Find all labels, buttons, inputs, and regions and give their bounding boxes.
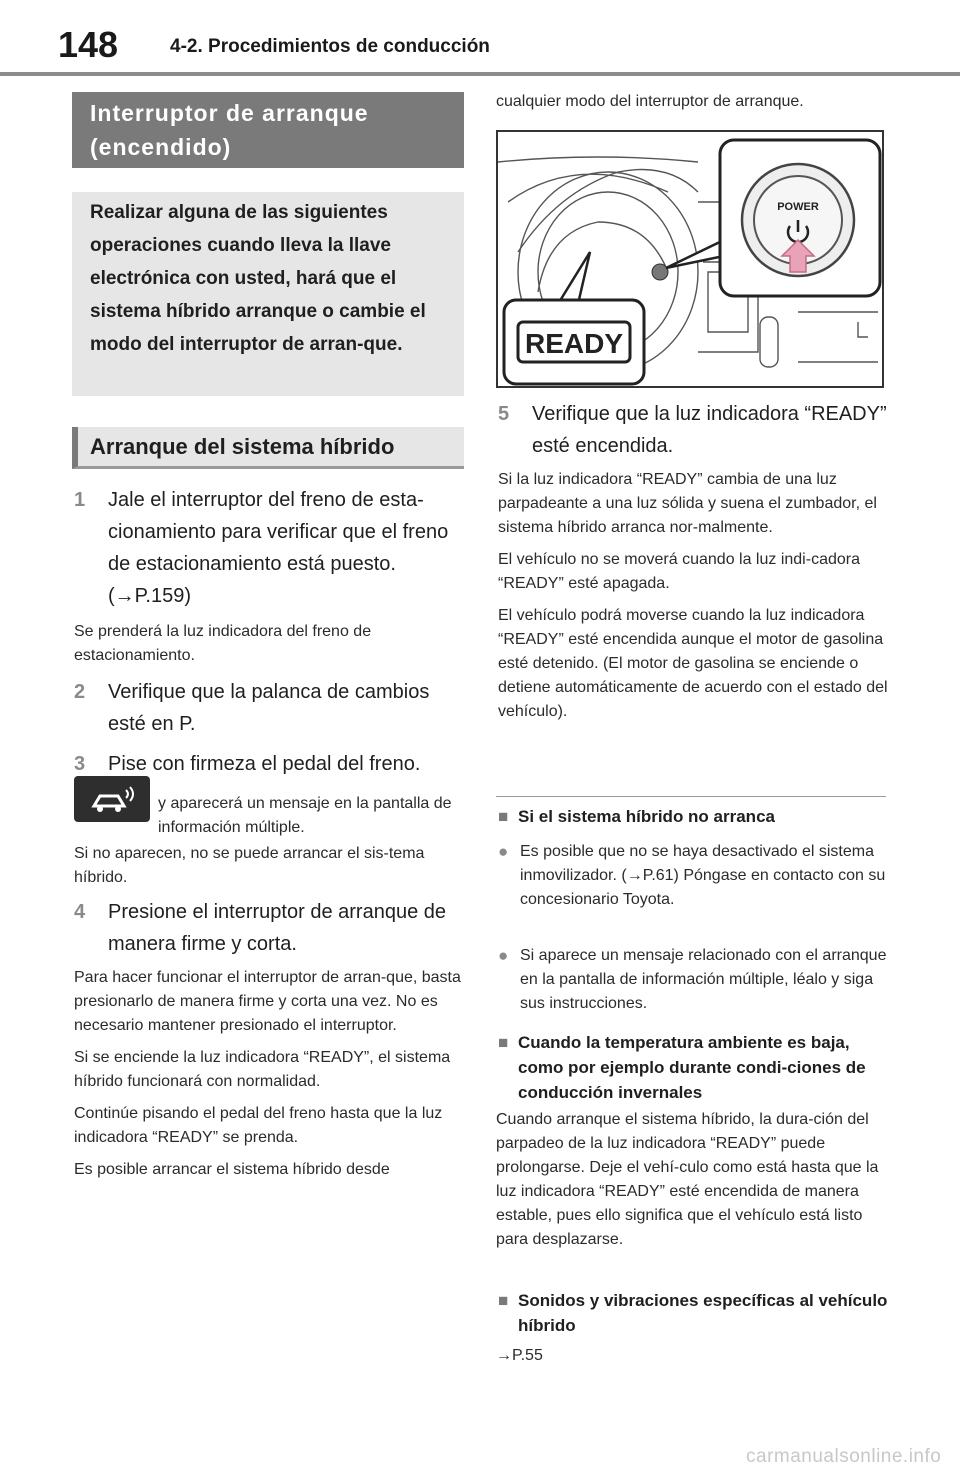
step-3-note: y aparecerá un mensaje en la pantalla de información múltiple. (158, 795, 452, 836)
cold-heading: ■ Cuando la temperatura ambiente es baja, como por ejemplo durante condi-ciones de conducción invernales (498, 1030, 888, 1105)
cold-text: Cuando arranque el sistema híbrido, la dura-ción del parpadeo de la luz indicadora “READY” puede prolongarse. Deje el vehí-culo como está hasta que la luz indicadora “READY” esté encendida de manera estable, pues ello significa que el vehículo está listo para desplazarse. (496, 1111, 879, 1248)
left-paragraphs (74, 966, 466, 1190)
hybrid-system-indicator-icon (74, 776, 150, 822)
power-button-label: POWER (777, 201, 819, 213)
paragraph: El vehículo no se moverá cuando la luz indi-cadora “READY” esté apagada. (498, 551, 860, 592)
step-2 (74, 676, 466, 740)
step-number: 1 (74, 489, 86, 511)
paragraph: Es posible arrancar el sistema híbrido desde (74, 1161, 390, 1178)
step-5 (498, 398, 888, 462)
paragraph: Si se enciende la luz indicadora “READY”, el sistema híbrido funcionará con normalidad. (74, 1049, 451, 1090)
section-divider (496, 796, 886, 797)
no-start-heading: ■ Si el sistema híbrido no arranca (498, 804, 888, 829)
paragraph: Si la luz indicadora “READY” cambia de una luz parpadeante a una luz sólida y suena el zumbador, el sistema híbrido arranca nor-malmente. (498, 471, 877, 536)
step-4 (74, 896, 466, 960)
circle-bullet-icon: ● (498, 842, 509, 861)
step-number: 3 (74, 753, 86, 775)
section-title: 4-2. Procedimientos de conducción (170, 36, 490, 57)
step-number: 2 (74, 681, 86, 703)
step-3-note-2: Si no aparecen, no se puede arrancar el sis-tema híbrido. (74, 845, 425, 886)
square-bullet-icon: ■ (498, 807, 509, 826)
main-heading: Interruptor de arranque (encendido) (72, 92, 464, 168)
step-text: Jale el interruptor del freno de esta-cionamiento para verificar que el freno de estacionamiento está puesto. (→P.159) (108, 489, 449, 607)
step-text: Verifique que la palanca de cambios esté en P. (108, 681, 430, 735)
header-rule (0, 72, 960, 76)
step-text: Pise con firmeza el pedal del freno. (108, 753, 421, 775)
step-number: 5 (498, 403, 510, 425)
step-text: Verifique que la luz indicadora “READY” esté encendida. (532, 403, 887, 457)
paragraph: El vehículo podrá moverse cuando la luz indicadora “READY” esté encendida aunque el motor de gasolina esté detenido. (El motor de gasolina se enciende o detiene automáticamente de acuerdo con el estado del vehículo). (498, 607, 888, 720)
sounds-heading: ■ Sonidos y vibraciones específicas al vehículo híbrido (498, 1288, 888, 1338)
step-number: 4 (74, 901, 86, 923)
paragraph: Para hacer funcionar el interruptor de arran-que, basta presionarlo de manera firme y corta una vez. No es necesario mantener presionado el interruptor. (74, 969, 461, 1034)
no-start-bullet-1: ● Es posible que no se haya desactivado el sistema inmovilizador. (→P.61) Póngase en contacto con su concesionario Toyota. (498, 842, 886, 908)
sub-heading: Arranque del sistema híbrido (72, 427, 464, 469)
page-number: 148 (58, 24, 119, 65)
square-bullet-icon: ■ (498, 1291, 509, 1310)
dashboard-illustration (496, 130, 884, 388)
right-paragraphs (498, 468, 890, 732)
no-start-bullet-2: ● Si aparece un mensaje relacionado con el arranque en la pantalla de información múltiple, léalo y siga sus instrucciones. (498, 946, 887, 1012)
square-bullet-icon: ■ (498, 1033, 509, 1052)
step-1-note: Se prenderá la luz indicadora del freno de estacionamiento. (74, 623, 372, 664)
intro-box: Realizar alguna de las siguientes operaciones cuando lleva la llave electrónica con usted, hará que el sistema híbrido arranque o cambie el modo del interruptor de arran-que. (72, 192, 464, 396)
ready-indicator-label: READY (524, 328, 624, 359)
sounds-ref: →P.55 (496, 1347, 543, 1364)
circle-bullet-icon: ● (498, 946, 509, 965)
step-text: Presione el interruptor de arranque de manera firme y corta. (108, 901, 446, 955)
watermark: carmanualsonline.info (746, 1446, 942, 1467)
step-1 (74, 484, 466, 612)
paragraph: Continúe pisando el pedal del freno hasta que la luz indicadora “READY” se prenda. (74, 1105, 443, 1146)
continuation-text: cualquier modo del interruptor de arranque. (496, 93, 804, 110)
